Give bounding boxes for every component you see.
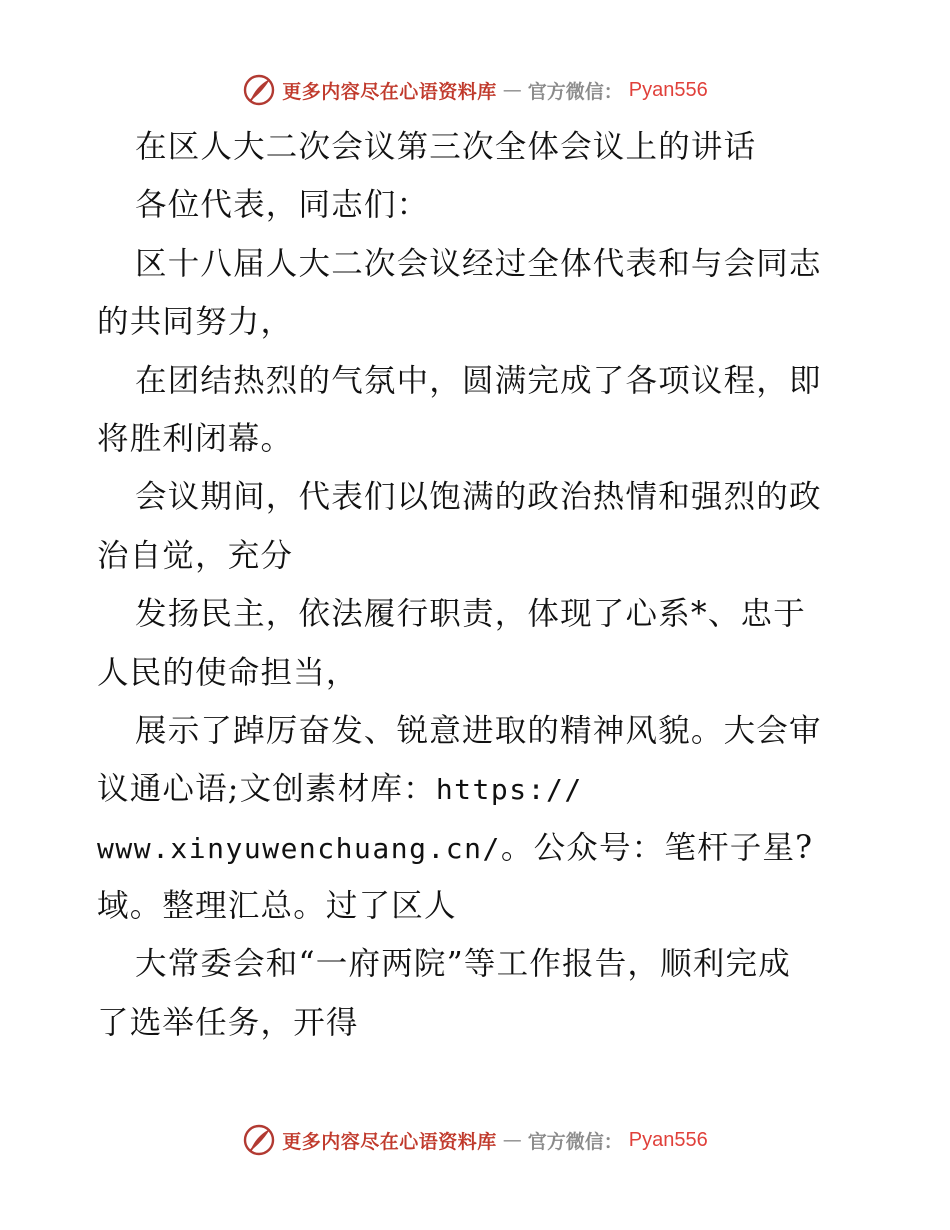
footer-wechat-label: 官方微信： — [527, 1130, 623, 1153]
quill-pen-logo-icon — [242, 1123, 276, 1157]
paragraph-line: 区十八届人大二次会议经过全体代表和与会同志 — [135, 245, 822, 282]
paragraph-line: www.xinyuwenchuang.cn/。公众号：笔杆子星? — [97, 829, 814, 866]
footer-wechat-id: Pyan556 — [628, 1128, 708, 1151]
paragraph-line: 议通心语;文创素材库：https:// — [97, 771, 583, 808]
url-text: www.xinyuwenchuang.cn/ — [97, 831, 501, 865]
paragraph-line: 大常委会和“一府两院”等工作报告，顺利完成 — [135, 946, 791, 983]
paragraph-line: 会议期间，代表们以饱满的政治热情和强烈的政 — [135, 479, 822, 516]
document-body — [97, 118, 857, 1052]
document-title: 在区人大二次会议第三次全体会议上的讲话 — [135, 129, 757, 165]
quill-pen-logo-icon — [242, 73, 276, 107]
banner-brand-text: 更多内容尽在心语资料库 — [282, 80, 497, 103]
banner-separator: — — [502, 79, 522, 101]
paragraph-line: 治自觉，充分 — [97, 537, 294, 574]
paragraph-line: 发扬民主，依法履行职责，体现了心系*、忠于 — [135, 596, 806, 633]
paragraph-line: 在团结热烈的气氛中，圆满完成了各项议程，即 — [135, 362, 822, 399]
paragraph-line: 人民的使命担当， — [97, 654, 359, 691]
footer-brand-text: 更多内容尽在心语资料库 — [282, 1130, 497, 1153]
banner-wechat-label: 官方微信： — [527, 80, 623, 103]
paragraph-line: 的共同努力， — [97, 304, 294, 341]
banner-wechat-id: Pyan556 — [628, 78, 708, 101]
paragraph-line: 展示了踔厉奋发、锐意进取的精神风貌。大会审 — [135, 712, 822, 749]
salutation: 各位代表，同志们： — [135, 187, 430, 224]
header-banner — [0, 70, 950, 110]
url-text: https:// — [435, 773, 583, 807]
paragraph-line: 将胜利闭幕。 — [97, 420, 294, 457]
paragraph-line: 了选举任务，开得 — [97, 1004, 359, 1041]
footer-separator: — — [502, 1129, 522, 1151]
paragraph-line: 域。整理汇总。过了区人 — [97, 888, 457, 925]
footer-banner — [0, 1120, 950, 1160]
